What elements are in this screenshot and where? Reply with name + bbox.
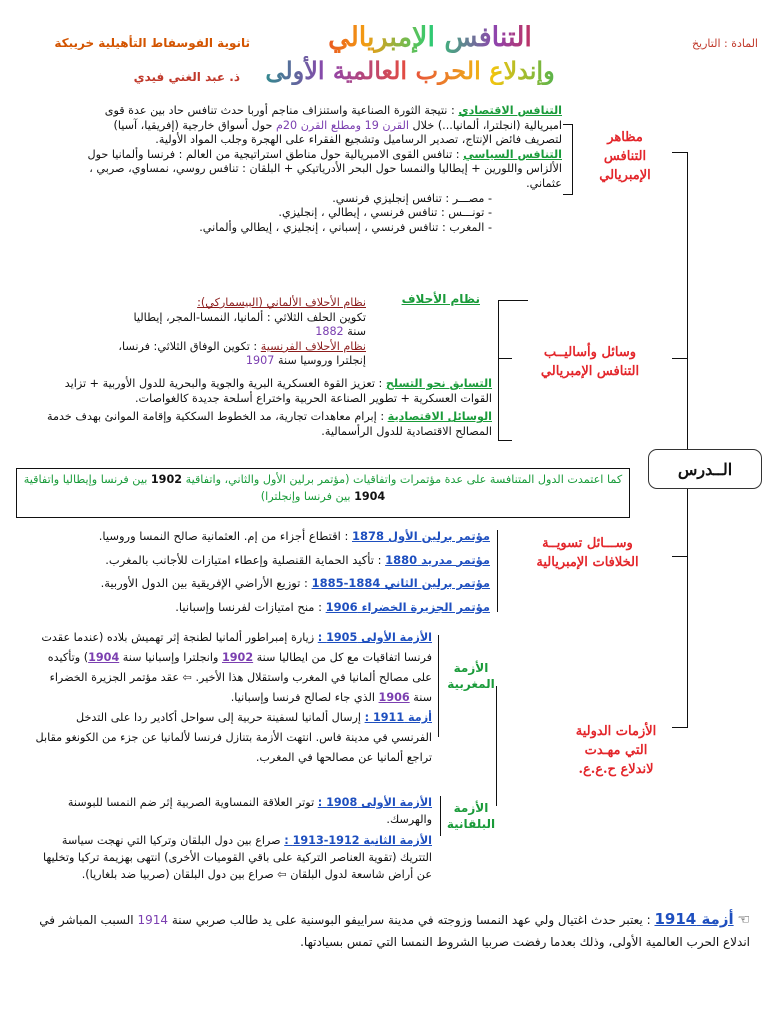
crisis-1914-year: 1914	[137, 913, 168, 927]
bracket-morocco	[438, 635, 439, 737]
french-alliance-label: نظام الأحلاف الفرنسية	[260, 339, 366, 353]
side-label-morocco-crisis	[446, 660, 496, 692]
triple-alliance-year: 1882	[315, 325, 344, 339]
list-item	[20, 572, 490, 596]
list-item	[20, 549, 490, 573]
branch-2	[672, 358, 688, 359]
year: 1904	[88, 651, 120, 664]
means-block	[30, 377, 492, 439]
political-text: : تنافس القوى الامبريالية حول مناطق استراتيجية من العالم : فرنسا وألمانيا حول الألزاس واللورين + إيطاليا والنمسا حول البحر الأدرياتيكي + البلقان : تنافس روسي، نمساوي، صربي ، عثماني.	[87, 147, 562, 190]
arms-race-text: : تعزيز القوة العسكرية البرية والجوية والبحرية للدول الأوربية + تزايد القوات العسكرية + تطوير الصناعة الحربية واختراع أسلحة جديدة كالغواصات.	[64, 377, 492, 405]
economic-means-text: : إبرام معاهدات تجارية، مد الخطوط السككية وإقامة الموانئ بهدف خدمة المصالح الاقتصادية للدول الرأسمالية.	[47, 410, 492, 438]
conference-text: : تأكيد الحماية القنصلية وإعطاء امتيازات للأجانب بالمغرب.	[105, 552, 386, 567]
side-text: البلقانية	[446, 817, 496, 831]
crisis-text: وانجلترا وإسبانيا سنة	[119, 651, 222, 664]
economic-text-2: حول أسواق خارجية (إفريقيا، آسيا) لتصريف فائض الإنتاج، تصدير الرساميل وتشجيع الفقراء على الهجرة وجلب المواد الأولية.	[113, 118, 562, 147]
bracket-s4	[496, 686, 497, 806]
crisis-text: صراع بين دول البلقان وتركيا التي نهجت سياسة التتريك (تقوية العناصر التركية على باقي القوميات الأخرى) انتهى بهزيمة تركيا وتخليها عن أراض شاسعة لدول البلقان ⇦ صراع بين دول البلقان (صربيا ضد بلغاريا).	[42, 834, 432, 881]
bracket-s2-bottom	[498, 440, 512, 441]
list-item	[20, 525, 490, 549]
german-alliance-label: نظام الأحلاف الألماني (البيسماركي):	[197, 296, 366, 309]
conferences-box	[16, 468, 630, 518]
political-paragraph	[86, 148, 562, 192]
side-text: وسائل وأساليــب	[543, 345, 637, 360]
conference-label: مؤتمر برلين الأول 1878	[351, 529, 490, 543]
crisis-text: توتر العلاقة النمساوية الصربية إثر ضم النمسا للبوسنة والهرسك.	[67, 796, 432, 826]
triple-alliance-text: تكوين الحلف الثلاثي : ألمانيا، النمسا-المجر، إيطاليا سنة	[133, 310, 366, 339]
crisis-1914-text-1: : يعتبر حدث اغتيال ولي عهد النمسا وزوجته في مدينة سراييفو البوسنية على يد طالب صربي سنة	[168, 913, 655, 927]
side-label-balkan-crisis	[446, 800, 496, 832]
first-moroccan-crisis	[34, 628, 432, 708]
conference-text: : منح امتيازات لفرنسا وإسبانيا.	[175, 599, 326, 614]
tree-line-lower	[687, 487, 688, 727]
side-text: الأزمة	[453, 661, 489, 675]
pointing-hand-icon: ☜	[737, 912, 750, 928]
conference-text: : اقتطاع أجزاء من إم. العثمانية صالح النمسا وروسيا.	[98, 529, 352, 543]
crisis-label: أزمة 1911 :	[364, 711, 432, 724]
arms-race-label: التسابق نحو التسلح	[385, 377, 492, 390]
crisis-label: الأزمة الثانية 1912-1913 :	[284, 834, 432, 847]
political-label: التنافس السياسي	[463, 147, 562, 161]
list-item: - مصـــر : تنافس إنجليزي فرنسي.	[332, 191, 492, 205]
alliances-block	[114, 296, 366, 369]
balkan-crisis-block	[34, 794, 432, 883]
crisis-text: الذي جاء لصالح فرنسا وإسبانيا.	[230, 691, 379, 704]
economic-label: التنافس الاقتصادي	[458, 104, 562, 117]
side-label-settlement	[505, 534, 670, 572]
crisis-text: ) وتأكيده على مصالح ألمانيا في المغرب واستقلال هذا الأخير. ⇦ عقد مؤتمر الجزيرة الخضراء سنة	[47, 651, 432, 704]
side-text: مظاهر	[607, 130, 643, 145]
first-balkan-crisis	[34, 794, 432, 828]
subject-label: المادة : التاريخ	[691, 37, 758, 50]
second-moroccan-crisis	[34, 708, 432, 768]
side-label-means	[510, 343, 670, 381]
side-text: الأزمة	[453, 801, 489, 815]
alliances-label: نظام الأحلاف	[401, 292, 480, 306]
branch-3	[672, 556, 688, 557]
section-manifestations	[86, 104, 562, 235]
entente-year: 1907	[245, 354, 275, 368]
side-text: الأزمات الدولية	[575, 724, 657, 739]
side-text: الخلافات الإمبريالية	[536, 555, 639, 570]
crisis-1914-paragraph	[22, 908, 750, 953]
branch-1	[672, 152, 688, 153]
conference-text: : توزيع الأراضي الإفريقية بين الدول الأوربية.	[100, 576, 312, 591]
tree-line-upper	[687, 152, 688, 458]
school-name: ثانوية الفوسفاط التأهيلية خريبكة	[54, 36, 250, 50]
crisis-text: إرسال ألمانيا لسفينة حربية إلى سواحل أكادير ردا على التدخل الفرنسي في مدينة فاس. انتهت الأزمة بتنازل فرنسا لألمانيا عن جزء من الكونغو مقابل تراجع ألمانيا عن مصالحها في المغرب.	[35, 711, 432, 764]
conference-label: مؤتمر برلين الثاني 1884-1885	[311, 576, 490, 591]
crisis-text: زيارة إمبراطور ألمانيا لطنجة إثر تهميش بلاده (عندما عقدت فرنسا اتفاقيات مع كل من ايطاليا سنة	[41, 631, 432, 664]
economic-text-1: : نتيجة الثورة الصناعية واستنزاف مناجم أوربا حدث تنافس حاد بين عدة قوى امبريالية (انجلترا، ألمانيا...) خلال	[104, 104, 562, 132]
conf-year: 1904	[354, 490, 386, 503]
bracket-s1	[572, 124, 573, 194]
bracket-s2	[498, 300, 499, 440]
title-line-1: التنافس الإمبريالي	[300, 22, 560, 53]
conferences-list	[20, 525, 490, 619]
side-label-crises	[560, 722, 672, 779]
side-text: الإمبريالي	[599, 168, 651, 183]
list-item: - تونـــس : تنافس فرنسي ، إيطالي ، إنجليزي.	[278, 206, 492, 220]
side-text: التنافس	[603, 149, 647, 164]
century-text: القرن 19 ومطلع القرن 20م	[275, 118, 409, 132]
teacher-name: ذ. عبد الغني فيدي	[133, 70, 240, 84]
second-balkan-crisis	[34, 832, 432, 883]
entente-text: : تكوين الوفاق الثلاثي: فرنسا، إنجلترا وروسيا سنة	[118, 339, 366, 368]
conf-text: بين فرنسا وإنجلترا)	[260, 490, 355, 503]
bracket-balkan	[440, 796, 441, 836]
conf-text: كما اعتمدت الدول المتنافسة على عدة مؤتمرات واتفاقيات (مؤتمر برلين الأول والثاني، واتفاقية	[182, 473, 623, 486]
branch-4	[672, 727, 688, 728]
side-text: التنافس الإمبريالي	[540, 364, 640, 379]
side-label-manifestations	[582, 128, 668, 185]
side-text: التي مهـدت	[584, 743, 648, 758]
lesson-node: الــدرس	[648, 449, 762, 489]
side-text: المغربية	[447, 677, 495, 691]
year: 1902	[221, 651, 254, 664]
side-text: وســـائل تسويــة	[542, 536, 633, 551]
crisis-1914-label: أزمة 1914	[654, 910, 734, 928]
bracket-s3	[497, 530, 498, 612]
bracket-s1-top	[563, 124, 573, 125]
moroccan-crisis-block	[34, 628, 432, 768]
economic-means-label: الوسائل الاقتصادية	[387, 410, 492, 424]
economic-paragraph	[86, 104, 562, 148]
conference-label: مؤتمر مدريد 1880	[385, 552, 490, 567]
crisis-label: الأزمة الأولى 1905 :	[317, 631, 432, 644]
crisis-label: الأزمة الأولى 1908 :	[317, 796, 432, 809]
list-item: - المغرب : تنافس فرنسي ، إسباني ، إنجليزي ، إيطالي وألماني.	[199, 220, 492, 234]
bracket-s1-bottom	[563, 194, 573, 195]
side-text: لاندلاع ح.ع.ع.	[578, 762, 654, 777]
conf-year: 1902	[150, 473, 183, 486]
crisis-1914-text-2: السبب المباشر في اندلاع الحرب العالمية الأولى، وذلك بعدما رفضت صربيا الشروط النمسا التي تمس بسيادتها.	[39, 913, 750, 949]
title-line-2: وإندلاع الحرب العالمية الأولى	[245, 56, 575, 85]
bracket-s2-top	[498, 300, 528, 301]
conference-label: مؤتمر الجزيرة الخضراء 1906	[325, 599, 490, 614]
year: 1906	[378, 691, 410, 704]
conf-text: بين فرنسا وإيطاليا واتفاقية	[23, 473, 151, 486]
list-item	[20, 596, 490, 620]
